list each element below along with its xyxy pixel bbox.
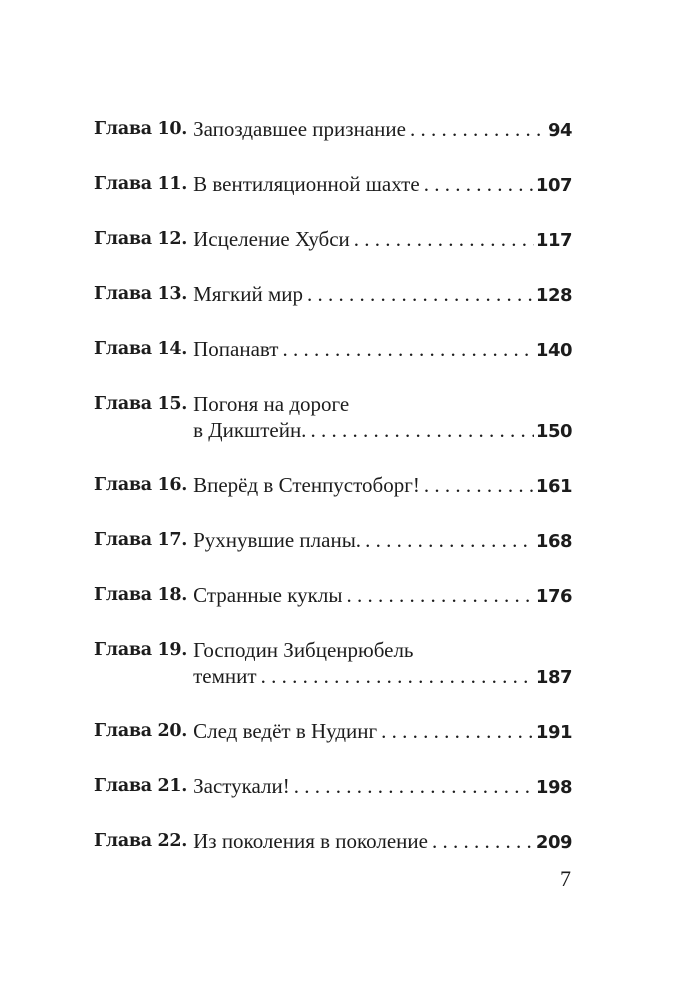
chapter-title-block [193,171,572,199]
chapter-label: Глава 13. [94,284,188,304]
dot-leader [377,718,534,744]
chapter-title-last-line [193,828,572,856]
chapter-title: След ведёт в Нудинг [193,719,378,743]
chapter-title-last-line [193,336,572,364]
dot-leader [278,336,533,362]
chapter-title-last-line [193,527,572,555]
chapter-title: Мягкий мир [193,282,304,306]
chapter-label: Глава 21. [94,776,188,796]
chapter-label: Глава 14. [94,339,188,359]
chapter-title-block [193,226,572,254]
toc-entry [94,582,572,610]
toc-entry [94,637,572,691]
toc-entry [94,281,572,309]
toc-entry [94,527,572,555]
chapter-title: Исцеление Хубси [193,227,350,251]
chapter-page-number: 176 [535,586,572,607]
chapter-title: Запоздавшее признание [193,117,406,141]
chapter-title-last-line [193,226,572,254]
toc-entry [94,226,572,254]
chapter-label: Глава 20. [94,721,188,741]
chapter-title-last-line [193,472,572,500]
toc-entry [94,171,572,199]
chapter-title-last-line [193,281,572,309]
toc-entry [94,718,572,746]
chapter-page-number: 150 [535,421,572,442]
chapter-title-block [193,773,572,801]
chapter-title: Странные куклы [193,583,343,607]
toc-entry [94,391,572,445]
chapter-title-last-line [193,417,572,445]
dot-leader [350,226,534,252]
chapter-title-last-line [193,582,572,610]
chapter-title: Рухнувшие планы. [193,528,362,552]
chapter-title: темнит [193,664,257,688]
chapter-page-number: 117 [535,230,572,251]
toc-entry [94,472,572,500]
chapter-title-block [193,527,572,555]
chapter-title-last-line [193,171,572,199]
chapter-title-line: Погоня на дороге [193,392,350,416]
chapter-page-number: 140 [535,340,572,361]
chapter-label: Глава 22. [94,831,188,851]
chapter-title: Вперёд в Стенпустоборг! [193,473,420,497]
dot-leader [420,171,534,197]
chapter-page-number: 168 [535,531,572,552]
chapter-title-last-line [193,773,572,801]
chapter-label: Глава 10. [94,119,188,139]
chapter-title: в Дикштейн. [193,418,307,442]
chapter-label: Глава 17. [94,530,188,550]
dot-leader [361,527,534,553]
chapter-label: Глава 15. [94,394,188,414]
chapter-title-block [193,637,572,691]
dot-leader [306,417,533,443]
page-number-folio: 7 [560,866,571,891]
chapter-page-number: 128 [535,285,572,306]
dot-leader [290,773,534,799]
chapter-title-block [193,582,572,610]
chapter-title: Из поколения в поколение [193,829,428,853]
chapter-label: Глава 19. [94,640,188,660]
toc-entry [94,116,572,144]
chapter-label: Глава 16. [94,475,188,495]
chapter-title-block [193,718,572,746]
chapter-page-number: 209 [535,832,572,853]
chapter-label: Глава 11. [94,174,188,194]
chapter-title-block [193,391,572,445]
chapter-title-block [193,336,572,364]
dot-leader [303,281,534,307]
chapter-page-number: 187 [535,667,572,688]
chapter-title-block [193,116,572,144]
chapter-page-number: 161 [535,476,572,497]
chapter-title-block [193,828,572,856]
chapter-title-block [193,472,572,500]
dot-leader [406,116,546,142]
chapter-page-number: 94 [547,120,572,141]
dot-leader [428,828,534,854]
chapter-title-block [193,281,572,309]
chapter-title-last-line [193,116,572,144]
dot-leader [257,663,534,689]
chapter-label: Глава 18. [94,585,188,605]
chapter-title: В вентиляционной шахте [193,172,420,196]
chapter-title: Попанавт [193,337,279,361]
dot-leader [342,582,533,608]
chapter-title-last-line [193,718,572,746]
chapter-page-number: 107 [535,175,572,196]
chapter-title-line: Господин Зибценрюбель [193,638,414,662]
toc-entry [94,773,572,801]
chapter-label: Глава 12. [94,229,188,249]
table-of-contents [94,116,572,883]
chapter-title: Застукали! [193,774,290,798]
toc-entry [94,828,572,856]
dot-leader [420,472,534,498]
chapter-page-number: 198 [535,777,572,798]
toc-entry [94,336,572,364]
chapter-title-last-line [193,663,572,691]
chapter-page-number: 191 [535,722,572,743]
